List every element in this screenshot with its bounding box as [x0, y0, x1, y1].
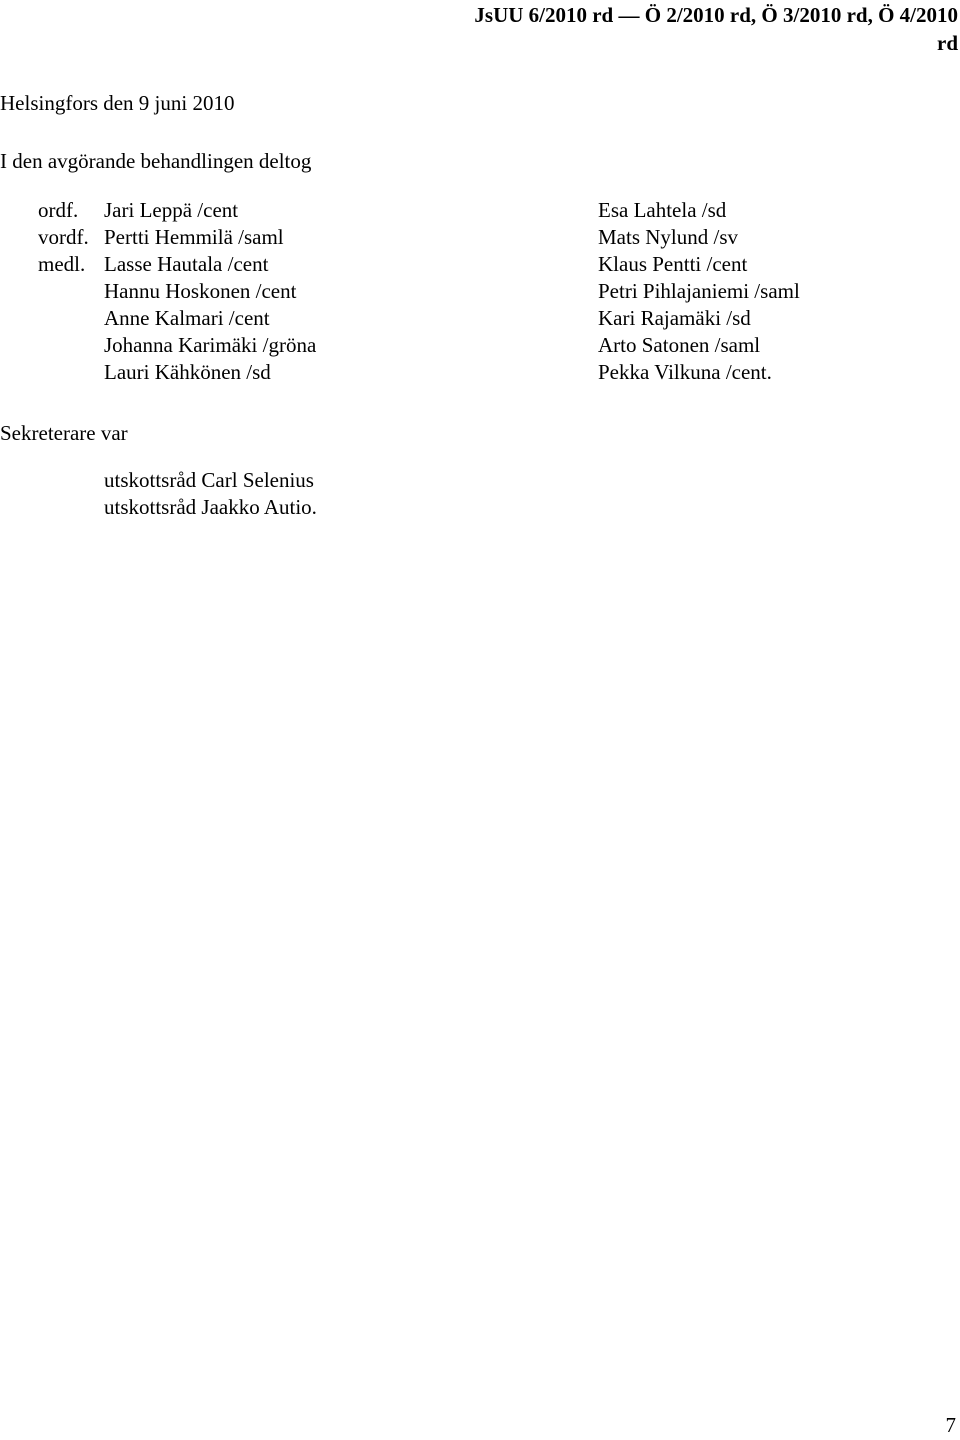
role-vice-chairman: vordf.: [38, 225, 89, 249]
participant-left: Hannu Hoskonen /cent: [104, 279, 297, 303]
header-line-1: JsUU 6/2010 rd — Ö 2/2010 rd, Ö 3/2010 rd, Ö 4/2010: [474, 3, 958, 27]
role-chairman: ordf.: [38, 198, 79, 222]
participant-left: Lasse Hautala /cent: [104, 252, 269, 276]
participant-left: Johanna Karimäki /gröna: [104, 333, 317, 357]
participant-left: Anne Kalmari /cent: [104, 306, 270, 330]
participant-left: Jari Leppä /cent: [104, 198, 239, 222]
date-line: Helsingfors den 9 juni 2010: [0, 91, 235, 115]
participant-right: Klaus Pentti /cent: [598, 252, 748, 276]
secretary-item: utskottsråd Carl Selenius: [104, 468, 314, 492]
participant-right: Arto Satonen /saml: [598, 333, 761, 357]
participant-right: Kari Rajamäki /sd: [598, 306, 751, 330]
page-number: 7: [945, 1413, 956, 1437]
intro-line: I den avgörande behandlingen deltog: [0, 149, 312, 173]
participant-right: Mats Nylund /sv: [598, 225, 739, 249]
participant-right: Petri Pihlajaniemi /saml: [598, 279, 800, 303]
participant-right: Pekka Vilkuna /cent.: [598, 360, 772, 384]
participant-right: Esa Lahtela /sd: [598, 198, 727, 222]
header-line-2: rd: [937, 31, 958, 55]
document-header: [398, 1, 958, 57]
role-members: medl.: [38, 252, 86, 276]
participant-left: Pertti Hemmilä /saml: [104, 225, 284, 249]
secretary-item: utskottsråd Jaakko Autio.: [104, 495, 317, 519]
participant-left: Lauri Kähkönen /sd: [104, 360, 271, 384]
secretaries-heading: Sekreterare var: [0, 421, 128, 445]
